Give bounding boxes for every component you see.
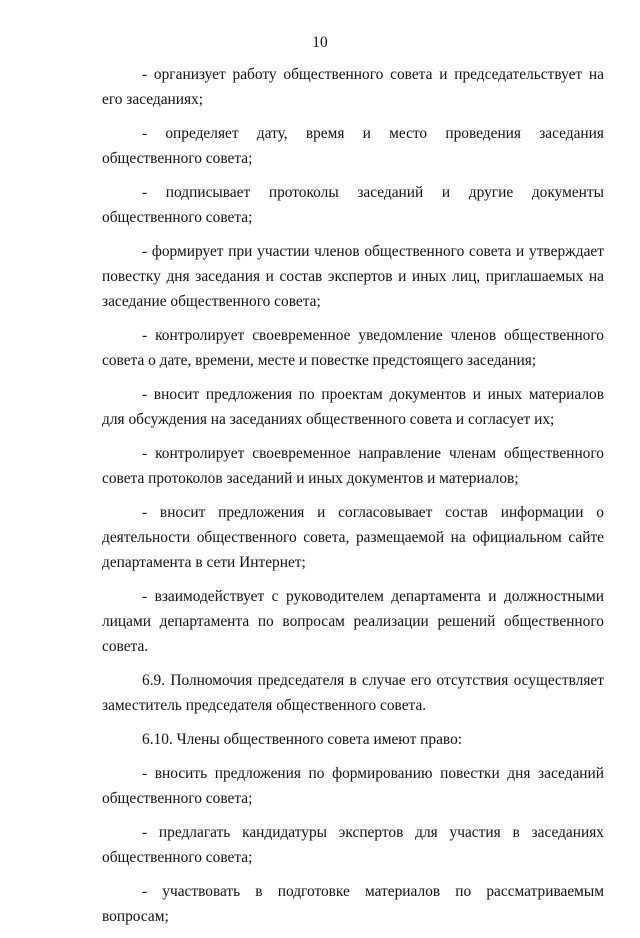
- paragraph-6-10: 6.10. Члены общественного совета имеют право:: [142, 731, 463, 748]
- paragraph-member-proposals: - вносить предложения по формированию повестки дня заседаний общественного совета;: [102, 765, 604, 807]
- paragraph-chair-organizes-work: - организует работу общественного совета и председательствует на его заседаниях;: [102, 66, 604, 108]
- paragraph-6-9: 6.9. Полномочия председателя в случае его отсутствия осуществляет заместитель председателя общественного совета.: [102, 672, 604, 714]
- paragraph-chair-controls-sending: - контролирует своевременное направление членам общественного совета протоколов заседаний и иных документов и материалов;: [102, 445, 604, 487]
- paragraph-member-experts: - предлагать кандидатуры экспертов для участия в заседаниях общественного совета;: [102, 824, 604, 866]
- paragraph-chair-sets-date: - определяет дату, время и место проведения заседания общественного совета;: [102, 125, 604, 167]
- page-number: 10: [312, 34, 328, 51]
- paragraph-chair-forms-agenda: - формирует при участии членов общественного совета и утверждает повестку дня заседания и состав экспертов и иных лиц, приглашаемых на заседание общественного совета;: [102, 243, 604, 310]
- paragraph-chair-agrees-information: - вносит предложения и согласовывает состав информации о деятельности общественного совета, размещаемой на официальном сайте департамента в сети Интернет;: [102, 504, 604, 571]
- paragraph-chair-signs-protocols: - подписывает протоколы заседаний и другие документы общественного совета;: [102, 184, 604, 226]
- paragraph-chair-controls-notification: - контролирует своевременное уведомление членов общественного совета о дате, времени, месте и повестке предстоящего заседания;: [102, 327, 604, 369]
- paragraph-chair-submits-proposals: - вносит предложения по проектам документов и иных материалов для обсуждения на заседаниях общественного совета и согласует их;: [102, 386, 604, 428]
- paragraph-chair-interacts: - взаимодействует с руководителем департамента и должностными лицами департамента по вопросам реализации решений общественного совета.: [102, 588, 604, 655]
- document-body: [102, 62, 604, 938]
- paragraph-member-materials: - участвовать в подготовке материалов по рассматриваемым вопросам;: [102, 883, 604, 925]
